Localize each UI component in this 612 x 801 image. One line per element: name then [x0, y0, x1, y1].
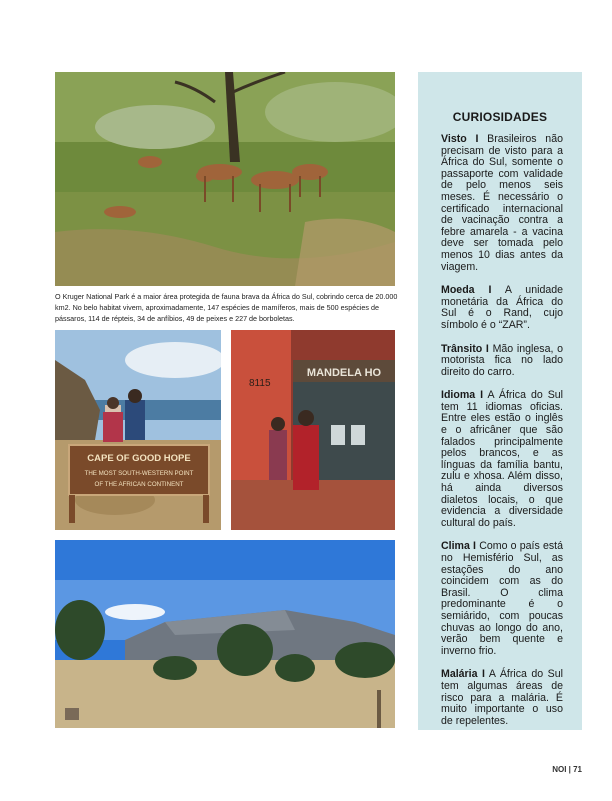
curiosity-text: A África do Sul tem 11 idiomas oficias. Entre eles estão o inglês e o africâner que são falados principalmente pelos brancos, e as línguas da família bantu, zulu e xhosa. Além disso, há ainda diversos dialetos locais, o que evidencia a diversidade cultural do país.	[441, 389, 564, 529]
kruger-caption: O Kruger National Park é a maior área protegida de fauna brava da África do Sul, cobrindo cerca de 20.000 km2. No belo habitat vivem, aproximadamente, 147 espécies de mamíferos, mais de 500 espécies de pássaros, 114 de répteis, 34 de anfíbios, 49 de peixes e 227 de borboletas.	[55, 292, 398, 323]
curiosity-label: Moeda I	[441, 284, 492, 297]
mandela-house-photo	[231, 330, 395, 530]
curiosity-text: Brasileiros não precisam de visto para a África do Sul, somente o passaporte com validade de pelo menos seis meses. É necessário o certificado internacional de vacinação contra a febre amarela - a vacina deve ser tomada pelo menos 10 dias antes da viagem.	[441, 133, 563, 273]
curiosities-sidebar	[418, 72, 582, 730]
cape-of-good-hope-photo	[55, 330, 221, 530]
curiosity-visto	[441, 134, 563, 273]
curiosity-clima	[441, 541, 563, 657]
kruger-impala-photo	[55, 72, 395, 286]
curiosity-label: Idioma I	[441, 389, 484, 402]
curiosity-text: A África do Sul tem algumas áreas de risco para a malária. É muito importante o uso de repelentes.	[441, 668, 563, 727]
house-number: 8115	[249, 378, 271, 389]
curiosity-idioma	[441, 390, 563, 529]
curiosity-label: Trânsito I	[441, 342, 489, 355]
curiosity-malaria	[441, 669, 563, 727]
sidebar-title: CURIOSIDADES	[452, 110, 548, 124]
table-mountain-photo	[55, 540, 395, 728]
curiosity-transito	[441, 344, 563, 379]
mandela-sign: MANDELA HO	[306, 367, 382, 379]
curiosity-text: A unidade monetária da África do Sul é o Rand, cujo símbolo é o “ZAR”.	[441, 284, 564, 331]
sidebar-body	[441, 134, 563, 739]
curiosity-text: Como o país está no Hemisfério Sul, as estações do ano coincidem com as do Brasil. O clima predominante é o semiárido, com poucas chuvas ao longo do ano, verão bem quente e inverno frio.	[441, 540, 563, 657]
curiosity-label: Visto I	[441, 133, 479, 145]
cape-sign-title: CAPE OF GOOD HOPE	[87, 453, 191, 464]
cape-sign-subtitle-2: OF THE AFRICAN CONTINENT	[94, 481, 184, 488]
curiosity-text: Mão inglesa, o motorista fica no lado direito do carro.	[441, 342, 564, 378]
curiosity-label: Clima I	[441, 540, 476, 553]
cape-sign-subtitle-1: THE MOST SOUTH-WESTERN POINT	[84, 470, 194, 477]
page-number: NOI | 71	[552, 765, 582, 774]
curiosity-moeda	[441, 285, 563, 331]
curiosity-label: Malária I	[441, 668, 485, 681]
